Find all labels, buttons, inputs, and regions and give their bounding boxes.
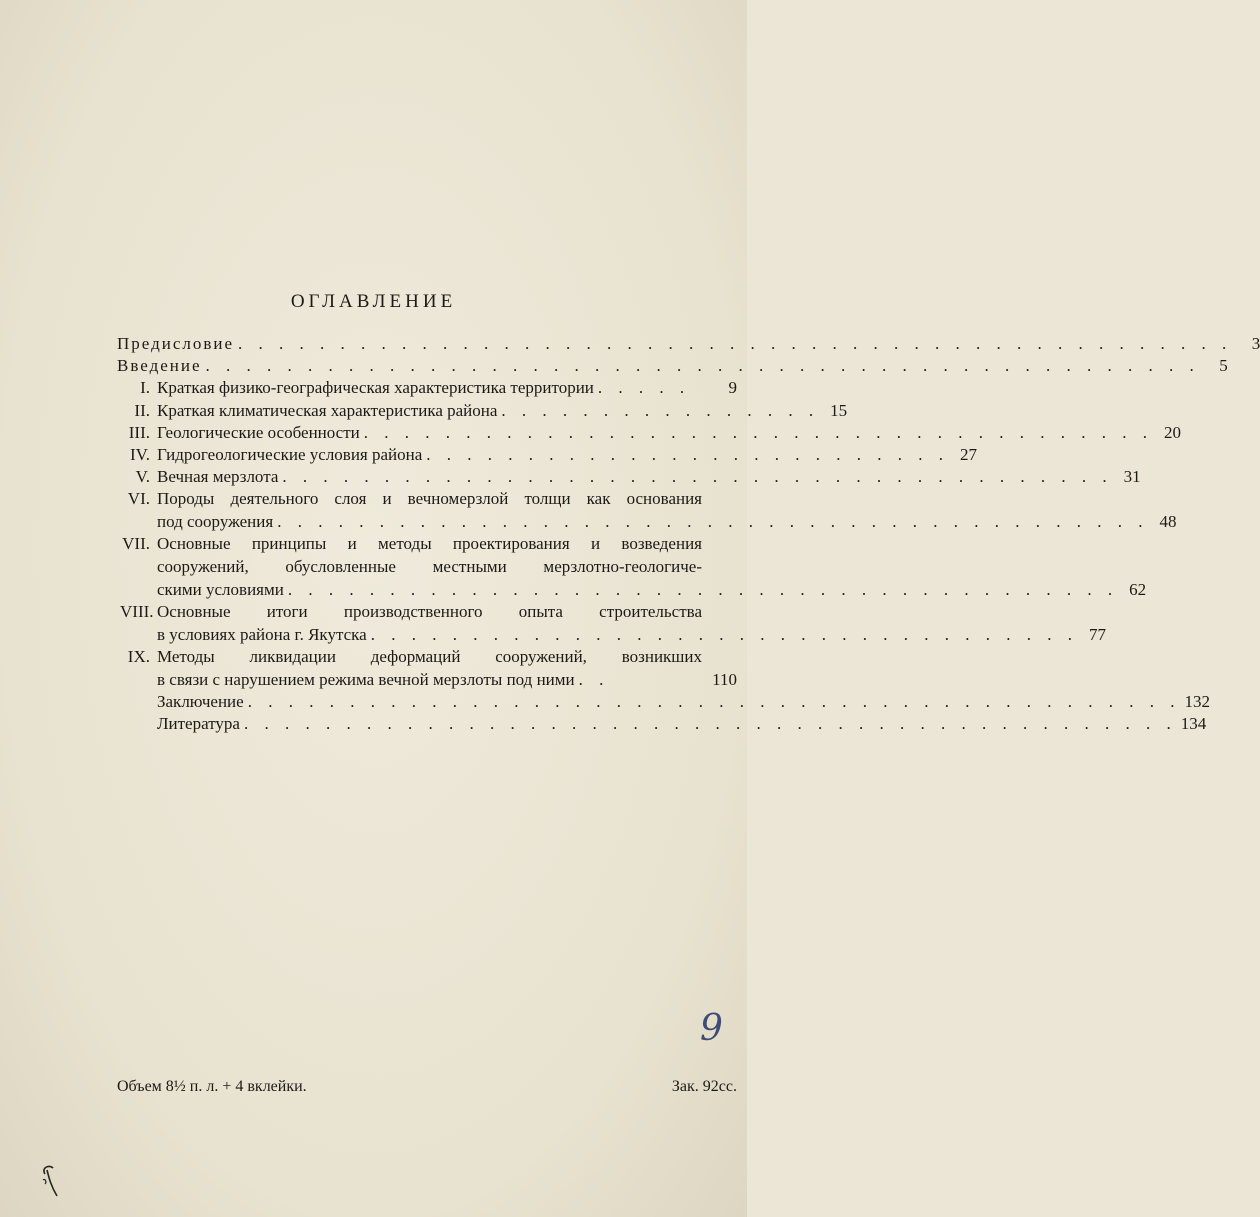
toc-entry-title-line: в условиях района г. Якутска <box>157 625 367 644</box>
toc-entry-chapter-6[interactable] <box>127 487 1177 533</box>
toc-entry-title-line: Основные принципы и методы проектирования и возведения <box>157 534 702 553</box>
volume-note: Объем 8½ п. л. + 4 вклейки. <box>117 1078 307 1095</box>
leader-dots: . . . . . . . . . . . . . . . . . . . . . . . . . . . . . . . . . . . . . . . <box>363 423 1154 442</box>
toc-entry-chapter-3[interactable] <box>128 421 1182 444</box>
toc-entry-title: Краткая климатическая характеристика района <box>157 401 498 420</box>
leader-dots: . . . . . <box>597 378 691 397</box>
toc-entry-chapter-5[interactable] <box>135 465 1141 488</box>
toc-entry-introduction[interactable] <box>117 354 1228 377</box>
toc-entry-title: Литература <box>157 714 240 733</box>
toc-page-number: 27 <box>960 445 978 464</box>
toc-entry-preface[interactable] <box>117 332 1260 355</box>
leader-dots: . . . . . . . . . . . . . . . . . . . . . . . . . . . . . . . . . . . . . . . . . . . <box>277 512 1149 531</box>
toc-chapter-number: VIII. <box>120 602 154 621</box>
leader-dots: . . . . . . . . . . . . . . . . . . . . . . . . . . . . . . . . . . . <box>370 625 1078 644</box>
toc-entry-chapter-8[interactable] <box>120 600 1106 646</box>
leader-dots: . . <box>578 670 610 689</box>
toc-page-number: 134 <box>1180 714 1207 733</box>
toc-entry-title-line: Основные итоги производственного опыта строительства <box>157 602 702 621</box>
toc-entry-chapter-1[interactable] <box>135 376 737 399</box>
leader-dots: . . . . . . . . . . . . . . . . . . . . . . . . . . . . . . . . . . . . . . . . . . . . . . <box>243 714 1177 733</box>
toc-entry-literature[interactable] <box>157 712 1207 735</box>
order-number: Зак. 92сс. <box>671 1078 737 1095</box>
toc-page-number: 62 <box>1129 580 1147 599</box>
ink-mark <box>35 1160 65 1200</box>
toc-page-number: 5 <box>1219 356 1228 375</box>
toc-entry-title: Гидрогеологические условия района <box>157 445 423 464</box>
toc-entry-title-line: сооружений, обусловленные местными мерзлотно-геологиче- <box>157 557 702 576</box>
toc-page-number: 15 <box>830 401 848 420</box>
toc-chapter-number: IX. <box>127 647 150 666</box>
toc-page-number: 31 <box>1123 467 1141 486</box>
toc-entry-chapter-9[interactable] <box>127 645 737 691</box>
toc-entry-chapter-7[interactable] <box>122 532 1147 601</box>
toc-page-number: 20 <box>1164 423 1182 442</box>
toc-entry-title: Краткая физико-географическая характеристика территории <box>157 378 594 397</box>
toc-page-number: 132 <box>1184 692 1210 711</box>
leader-dots: . . . . . . . . . . . . . . . . . . . . . . . . . . <box>426 445 950 464</box>
toc-entry-title-line: под сооружения <box>157 512 274 531</box>
page-mark: 9 <box>700 1008 723 1049</box>
toc-chapter-number: VI. <box>127 489 150 508</box>
toc-entry-title: Введение <box>117 356 202 375</box>
toc-entry-chapter-2[interactable] <box>134 399 848 422</box>
toc-chapter-number: I. <box>140 378 150 397</box>
toc-entry-title: Вечная мерзлота <box>157 467 279 486</box>
leader-dots: . . . . . . . . . . . . . . . . . . . . . . . . . . . . . . . . . . . . . . . . . . . . . . <box>247 692 1181 711</box>
toc-entry-title: Предисловие <box>117 334 235 353</box>
toc-entry-title-line: скими условиями <box>157 580 284 599</box>
toc-entry-chapter-4[interactable] <box>130 443 978 466</box>
toc-page-number: 9 <box>728 378 737 397</box>
toc-chapter-number: III. <box>128 423 150 442</box>
leader-dots: . . . . . . . . . . . . . . . . . . . . . . . . . . . . . . . . . . . . . . . . . . . . . . . . . <box>238 334 1233 353</box>
leader-dots: . . . . . . . . . . . . . . . . . . . . . . . . . . . . . . . . . . . . . . . . . <box>282 467 1113 486</box>
toc-entry-title: Заключение <box>157 692 244 711</box>
toc-page-number: 110 <box>712 670 737 689</box>
leader-dots: . . . . . . . . . . . . . . . . <box>501 401 820 420</box>
leader-dots: . . . . . . . . . . . . . . . . . . . . . . . . . . . . . . . . . . . . . . . . . <box>287 580 1119 599</box>
toc-title: ОГЛАВЛЕНИЕ <box>290 291 457 312</box>
imprint-footer <box>117 1078 737 1096</box>
toc-page-number: 77 <box>1088 625 1106 644</box>
toc-entry-title-line: Породы деятельного слоя и вечномерзлой толщи как основания <box>157 489 702 508</box>
toc-page-number: 48 <box>1159 512 1177 531</box>
toc-entry-conclusion[interactable] <box>157 690 1210 713</box>
toc-chapter-number: II. <box>134 401 150 420</box>
toc-page-number: 3 <box>1251 334 1260 353</box>
toc-chapter-number: IV. <box>130 445 150 464</box>
leader-dots: . . . . . . . . . . . . . . . . . . . . . . . . . . . . . . . . . . . . . . . . . . . . . . . . . <box>205 356 1200 375</box>
toc-entry-title-line: в связи с нарушением режима вечной мерзлоты под ними <box>157 670 575 689</box>
toc-entry-title: Геологические особенности <box>157 423 360 442</box>
toc-chapter-number: V. <box>135 467 150 486</box>
toc-entry-title-line: Методы ликвидации деформаций сооружений, возникших <box>157 647 702 666</box>
toc-chapter-number: VII. <box>122 534 150 553</box>
